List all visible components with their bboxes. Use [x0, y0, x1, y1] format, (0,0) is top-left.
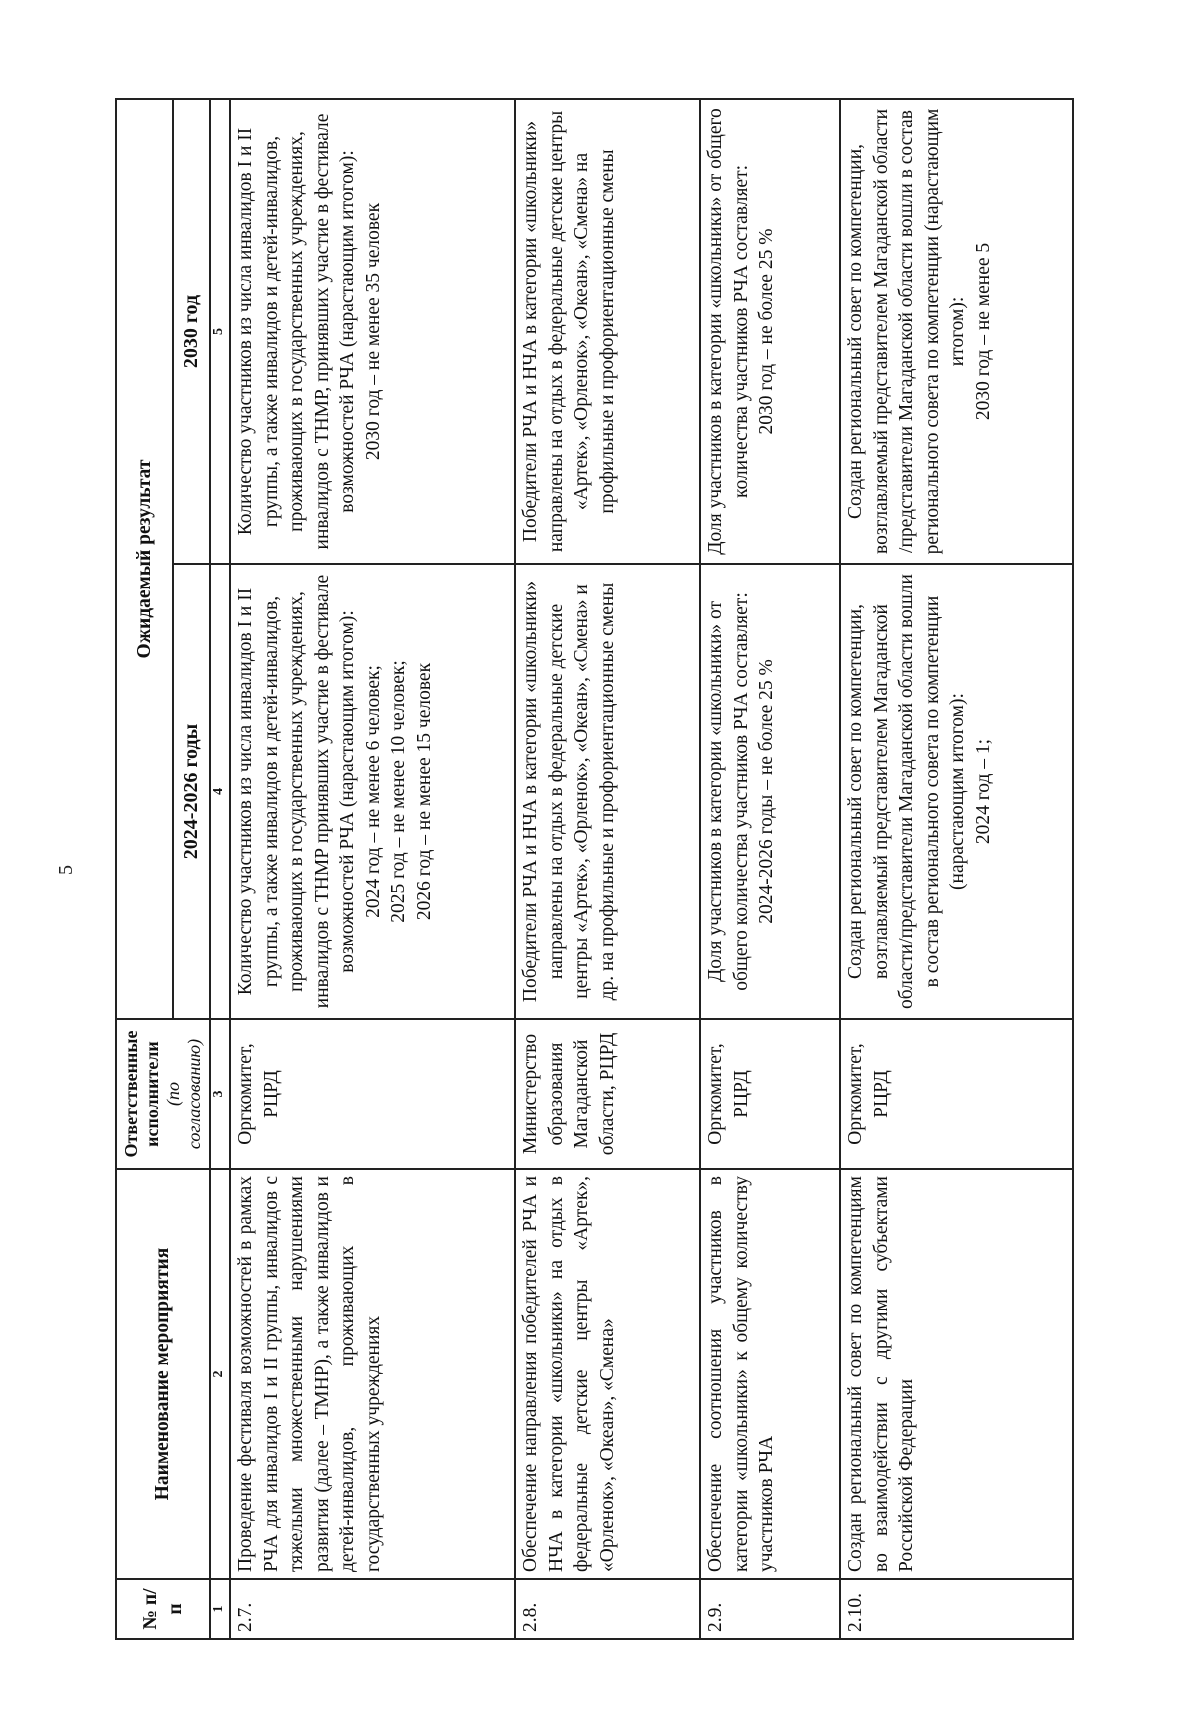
result-text: Создан региональный совет по компетенции, возглавляемый представителем Магаданской области /представители Магаданской области вошли в состав регионального совета по компетенции (нарастающим итогом):	[845, 108, 968, 555]
column-number: 2	[210, 1169, 230, 1579]
event-name: Обеспечение направления победителей РЧА и НЧА в категории «школьники» на отдых в федеральные детские центры «Артек», «Орленок», «Океан», «Смена»	[515, 1169, 700, 1579]
result-2030	[230, 99, 515, 564]
result-2030	[700, 99, 840, 564]
row-number: 2.10.	[840, 1579, 1073, 1639]
result-item: 2025 год – не менее 10 человек;	[388, 660, 409, 923]
table-row	[230, 99, 515, 1639]
row-number: 2.8.	[515, 1579, 700, 1639]
events-table	[115, 98, 1074, 1640]
result-2024-2026	[700, 564, 840, 1019]
responsible-cell: Министерство образования Магаданской области, РЦРД	[515, 1019, 700, 1169]
header-name: Наименование мероприятия	[116, 1169, 210, 1579]
page-number: 5	[55, 865, 77, 875]
table-row	[515, 99, 700, 1639]
header-period-2030: 2030 год	[173, 99, 210, 564]
header-responsible-label: Ответственные исполнители	[121, 1030, 162, 1158]
responsible-cell: Оргкомитет, РЦРД	[230, 1019, 515, 1169]
result-text: Создан региональный совет по компетенции, возглавляемый представителем Магаданской области/представители Магаданской области вошли в состав регионального совета по компетенции (нарастающим итогом):	[845, 574, 968, 1009]
result-item: 2024-2026 годы – не более 25 %	[756, 659, 777, 924]
result-text: Доля участников в категории «школьники» от общего количества участников РЧА составляет:	[705, 592, 752, 991]
event-name: Создан региональный совет по компетенциям во взаимодействии с другими субъектами Российской Федерации	[840, 1169, 1073, 1579]
event-name: Обеспечение соотношения участников в категории «школьники» к общему количеству участников РЧА	[700, 1169, 840, 1579]
responsible-cell: Оргкомитет, РЦРД	[700, 1019, 840, 1169]
result-2024-2026	[230, 564, 515, 1019]
result-text: Количество участников из числа инвалидов I и II группы, а также инвалидов и детей-инвалидов, проживающих в государственных учреждениях, инвалидов с ТНМР принявших участие в фестивале возможностей РЧА (нарастающим итогом):	[235, 574, 358, 1009]
column-number: 1	[210, 1579, 230, 1639]
row-number: 2.7.	[230, 1579, 515, 1639]
result-item: 2030 год – не менее 35 человек	[362, 202, 384, 461]
row-number: 2.9.	[700, 1579, 840, 1639]
result-2030: Победители РЧА и НЧА в категории «школьники» направлены на отдых в федеральные детские центры «Артек», «Орленок», «Океан», «Смена» на профильные и профориентационные смены	[515, 99, 700, 564]
result-item: 2024 год – не менее 6 человек;	[362, 665, 384, 918]
result-item: 2030 год – не менее 5	[972, 242, 994, 421]
header-responsible-note: (по согласованию)	[163, 1038, 204, 1150]
event-name: Проведение фестиваля возможностей в рамках РЧА для инвалидов I и II группы, инвалидов с тяжелыми множественными нарушениями развития (далее – ТМНР), а также инвалидов и детей-инвалидов, проживающих в государственных учреждениях	[230, 1169, 515, 1579]
result-2030	[840, 99, 1073, 564]
header-responsible	[116, 1019, 210, 1169]
result-item: 2030 год – не более 25 %	[756, 228, 777, 435]
table-row	[840, 99, 1073, 1639]
result-item: 2026 год – не менее 15 человек	[413, 662, 435, 921]
column-number: 5	[210, 99, 230, 564]
header-num: № п/п	[116, 1579, 210, 1639]
result-2024-2026	[840, 564, 1073, 1019]
header-period-2024: 2024-2026 годы	[173, 564, 210, 1019]
result-item: 2024 год – 1;	[972, 738, 994, 845]
header-result: Ожидаемый результат	[116, 99, 173, 1019]
result-2024-2026: Победители РЧА и НЧА в категории «школьники» направлены на отдых в федеральные детские центры «Артек», «Орленок», «Океан», «Смена» и др. на профильные и профориентационные смены	[515, 564, 700, 1019]
result-text: Доля участников в категории «школьники» от общего количества участников РЧА составляет:	[705, 108, 752, 555]
column-number: 4	[210, 564, 230, 1019]
rotated-table-sheet	[115, 100, 1070, 1640]
result-text: Количество участников из числа инвалидов I и II группы, а также инвалидов и детей-инвалидов, проживающих в государственных учреждениях, инвалидов с ТНМР, принявших участие в фестивале возможностей РЧА (нарастающим итогом):	[235, 113, 358, 550]
column-number: 3	[210, 1019, 230, 1169]
table-row	[700, 99, 840, 1639]
responsible-cell: Оргкомитет, РЦРД	[840, 1019, 1073, 1169]
